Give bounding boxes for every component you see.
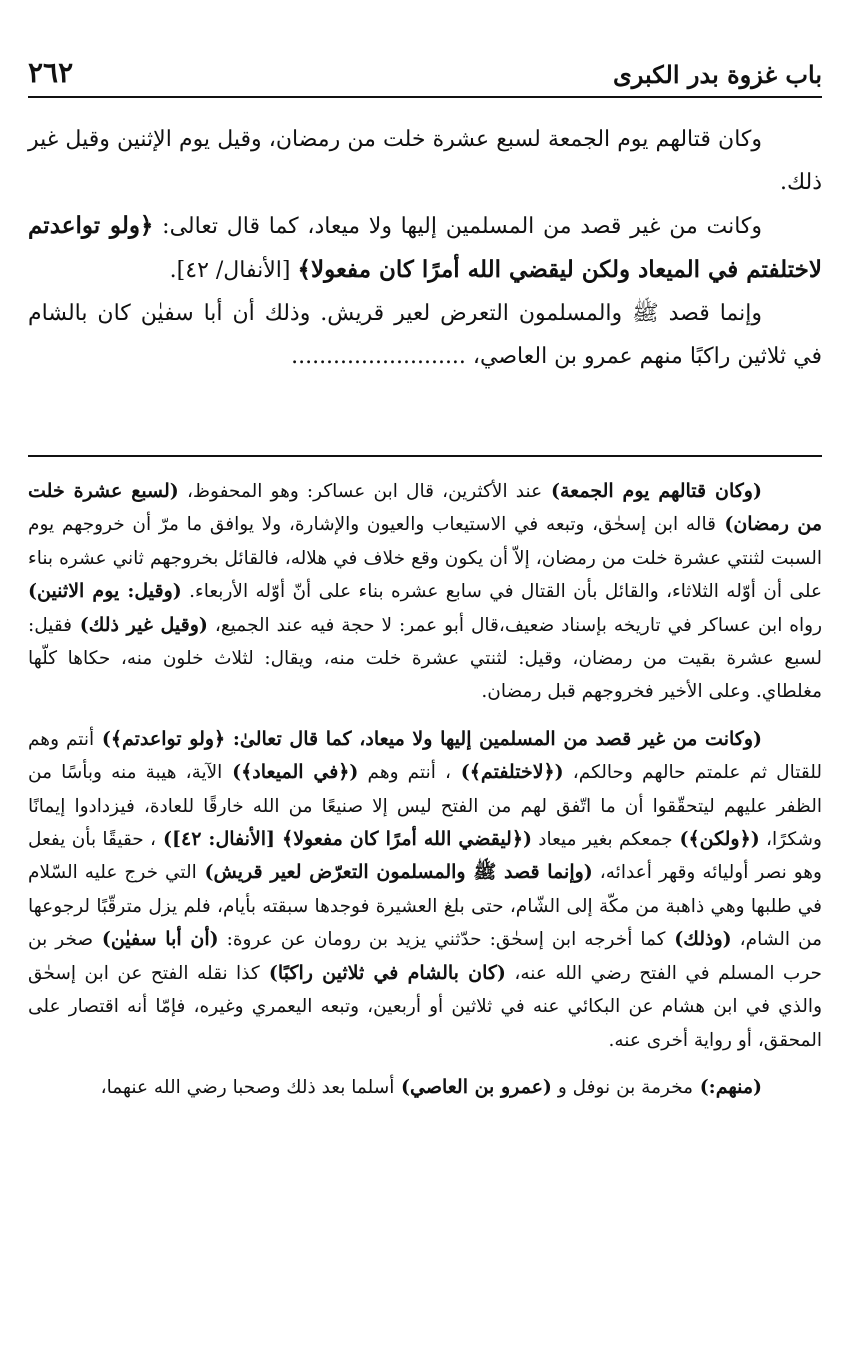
main-paragraph-3-text: وإنما قصد ﷺ والمسلمون التعرض لعير قريش. وذلك أن أبا سفيٰن كان بالشام في ثلاثين راكبًا منهم عمرو بن العاصي، — [28, 301, 822, 369]
commentary-text: رواه ابن عساكر في تاريخه بإسناد ضعيف،قال أبو عمر: لا حجة فيه عند الجميع، — [207, 614, 822, 636]
commentary-lemma: (﴿لاختلفتم﴾) — [450, 761, 564, 784]
commentary-lemma: (أن أبا سفيٰن) — [93, 928, 219, 951]
commentary — [28, 475, 822, 1118]
continuation-dots: ......................... — [291, 344, 466, 369]
commentary-lemma: (﴿ليقضي الله أمرًا كان مفعولا﴾ [الأنفال: ٤٢]) — [156, 828, 532, 851]
commentary-lemma: (لسبع عشرة خلت من رمضان) — [28, 480, 822, 536]
commentary-lemma: (﴿في الميعاد﴾) — [222, 761, 359, 784]
chapter-title: باب غزوة بدر الكبرى — [613, 60, 822, 89]
commentary-text: ، أنتم وهم — [358, 762, 451, 784]
commentary-lemma: (وقيل غير ذلك) — [72, 613, 208, 636]
commentary-lemma: (وقيل: يوم الاثنين) — [28, 580, 182, 603]
commentary-text: صخر بن حرب المسلم في الفتح رضي الله عنه، — [28, 929, 822, 984]
commentary-lemma: (وكانت من غير قصد من المسلمين إليها ولا ميعاد، كما قال تعالىٰ: ﴿ولو تواعدتم﴾) — [94, 727, 762, 750]
main-text — [28, 118, 822, 378]
commentary-paragraph-3 — [28, 1071, 822, 1104]
commentary-lemma: (﴿ولكن﴾) — [672, 828, 760, 851]
main-paragraph-2-text: وكانت من غير قصد من المسلمين إليها ولا ميعاد، كما قال تعالى: — [153, 214, 762, 239]
main-paragraph-3 — [28, 292, 822, 378]
page-number: ٢٦٢ — [28, 56, 74, 89]
verse-reference: [الأنفال/ ٤٢]. — [169, 258, 298, 283]
main-paragraph-1: وكان قتالهم يوم الجمعة لسبع عشرة خلت من رمضان، وقيل يوم الإثنين وقيل غير ذلك. — [28, 127, 822, 195]
commentary-text: مخرمة بن نوفل و — [551, 1076, 694, 1098]
commentary-text: كذا نقله الفتح عن ابن إسحٰق والذي في ابن هشام عن البكائي عنه في ثلاثين أو أربعين، وتبعه اليعمري وغيره، فإمّا أنه اقتصار على المحقق، أو رواية أخرى عنه. — [28, 962, 822, 1051]
footnote-separator — [28, 455, 822, 457]
commentary-text: أسلما بعد ذلك وصحبا رضي الله عنهما، — [100, 1076, 395, 1098]
commentary-lemma: (عمرو بن العاصي) — [394, 1075, 552, 1098]
commentary-paragraph-2 — [28, 723, 822, 1057]
commentary-lemma: (وذلك) — [665, 928, 732, 951]
commentary-text: كما أخرجه ابن إسحٰق: حدّثني يزيد بن رومان عن عروة: — [218, 929, 666, 951]
commentary-text: قاله ابن إسحٰق، وتبعه في الاستيعاب والعيون والإشارة، ولا يوافق ما مرّ أن خروجهم يوم السبت لثنتي عشرة خلت من رمضان، إلاّ أن يكون وقع خلاف في هلاله، فالقائل بخروجهم ثاني عشره بناء على أن أوّله الثلاثاء، والقائل بأن القتال في سابع عشره بناء على أنّ أوّله الأربعاء. — [28, 514, 822, 603]
commentary-text: أنتم وهم للقتال ثم علمتم حالهم وحالكم، — [28, 728, 822, 784]
commentary-text: ، حقيقًا بأن يفعل وهو نصر أوليائه وقهر أعدائه، — [28, 829, 822, 884]
commentary-lemma: (كان بالشام في ثلاثين راكبًا) — [259, 961, 506, 984]
commentary-text: جمعكم بغير ميعاد — [531, 829, 673, 851]
page-header — [28, 52, 822, 98]
quran-verse: ﴿ولو تواعدتم لاختلفتم في الميعاد ولكن ليقضي الله أمرًا كان مفعولا﴾ — [28, 212, 822, 283]
commentary-text: الآية، هيبة منه وبأسًا من الظفر عليهم ليتحقّقوا أن ما اتّفق لهم من الفتح ليس إلا صنيعًا من الله خارقًا للعادة، فيزدادوا إيمانًا وشكرًا، — [28, 762, 822, 851]
commentary-lemma: (وإنما قصد ﷺ والمسلمون التعرّض لعير قريش) — [196, 861, 593, 884]
commentary-lemma: (منهم:) — [693, 1075, 762, 1098]
commentary-text: فقيل: لسبع عشرة بقيت من رمضان، وقيل: لثنتي عشرة خلت منه، ويقال: لثلاث خلون منه، حكاها كلّها مغلطاي. وعلى الأخير فخروجهم قبل رمضان. — [28, 614, 822, 703]
commentary-text: عند الأكثرين، قال ابن عساكر: وهو المحفوظ، — [178, 481, 543, 502]
main-paragraph-2 — [28, 204, 822, 292]
commentary-text: التي خرج عليه السّلام في طلبها وهي ذاهبة من مكّة إلى الشّام، حتى بلغ العشيرة فوجدها سبقته بأيام، فلم يزل مترقّبًا لرجوعها من الشام، — [28, 862, 822, 951]
commentary-paragraph-1 — [28, 475, 822, 709]
commentary-lemma: (وكان قتالهم يوم الجمعة) — [542, 480, 762, 502]
